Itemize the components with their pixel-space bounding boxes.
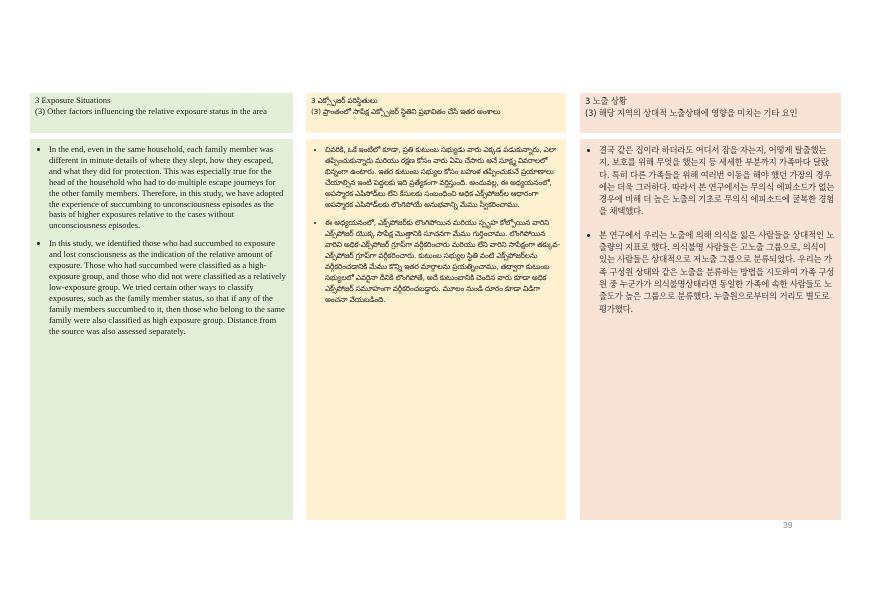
telugu-header	[306, 93, 566, 133]
korean-subsection-title: (3) 해당 지역의 상대적 노출상태에 영향을 미치는 기타 요인	[585, 108, 798, 119]
english-bullet-list	[35, 144, 287, 336]
english-section-title: 3 Exposure Situations	[35, 95, 111, 105]
korean-bullet-list	[585, 144, 835, 315]
english-bullet-2: • In this study, we identified those who had succumbed to exposure and lost consciousness as the indication of the relative amount of exposure. Those who had succumbed were classified as a high-exposure group, and those who did not were classified as a relatively low-exposure group. We tried certain other ways to classify exposures, such as the family member status, so that if any of the family members succumbed to it, then those who belong to the same family were also classified as high exposure group. Distance from the source was also assessed separately.	[49, 238, 287, 336]
korean-bullet-2: • 본 연구에서 우리는 노출에 의해 의식을 잃은 사람들을 상대적인 노출량의 지표로 했다. 의식불명 사람들은 고노출 그룹으로, 의식이 있는 사람들은 상대적으로 저노출 그룹으로 분류되었다. 우리는 가족 구성원 상태와 같은 노출을 분류하는 방법을 시도하여 가족 구성원 중 누군가가 의식불명상태라면 동일한 가족에 속한 사람들도 노출도가 높은 그룹으로 분류했다. 누출원으로부터의 거리도 별도로 평가했다.	[599, 229, 835, 315]
korean-bullet-1: • 결국 같은 집이라 하더라도 어디서 잠을 자는지, 어떻게 탈출했는지, 보호를 위해 무엇을 했는지 등 세세한 부분까지 가족마다 달랐다. 특히 다른 가족들을 위해 여러번 이동을 해야 했던 가장의 경우에는 더욱 그러하다. 따라서 본 연구에서는 무의식 에피소드가 없는 경우에 비해 더 높은 노출의 기초로 무의식 에피소드에 굴복한 경험을 채택했다.	[599, 144, 835, 218]
english-header	[30, 93, 293, 133]
telugu-subsection-title: (3) ప్రాంతంలో సాపేక్ష ఎక్స్పోజర్ స్థితిని ప్రభావితం చేసే ఇతర అంశాలు	[311, 107, 501, 117]
telugu-section-title: 3 ఎక్స్పోజర్ పరిస్థితులు	[311, 96, 378, 105]
english-body-panel	[30, 139, 293, 520]
telugu-bullet-1: • చివరికి, ఒకే ఇంటిలో కూడా, ప్రతి కుటుంబ సభ్యుడు వారు ఎక్కడ పడుకున్నారు, ఎలా తప్పించుకున్నారు మరియు రక్షణ కోసం వారు ఏమి చేసారు అనే సూక్ష్మ వివరాలలో భిన్నంగా ఉంటారు. ఇతర కుటుంబ సభ్యుల కోసం బహుళ తప్పించుకునే ప్రయాణాలు చేయాల్సిన ఇంటి పెద్దలకు ఇది ప్రత్యేకంగా వర్తిస్తుంది. అందువల్ల, ఈ అధ్యయనంలో, అపస్మారక ఎపిసోడ్‌లు లేని కేసులకు సంబంధించి అధిక ఎక్స్‌పోజర్‌ల ఆధారంగా అపస్మారక ఎపిసోడ్‌లకు లొంగిపోయే అనుభవాన్ని మేము స్వీకరించాము.	[325, 144, 560, 211]
english-bullet-1: • In the end, even in the same household, each family member was different in minute details of where they slept, how they escaped, and what they did for protection. This was especially true for the head of the household who had to do multiple escape journeys for the other family members. Therefore, in this study, we have adopted the experience of succumbing to unconsciousness episodes as the basis of higher exposures relative to the cases without unconsciousness episodes.	[49, 144, 287, 231]
korean-body-panel	[580, 139, 841, 520]
korean-section-title: 3 노출 상황	[585, 96, 627, 106]
telugu-bullet-2: • ఈ అధ్యయనంలో, ఎక్స్‌పోజర్‌కు లొంగిపోయిన మరియు స్పృహ కోల్పోయిన వారిని ఎక్స్‌పోజర్ యొక్క సాపేక్ష మొత్తానికి సూచనగా మేము గుర్తించాము. లొంగిపోయిన వారిని అధిక-ఎక్స్‌పోజర్ గ్రూప్‌గా వర్గీకరించారు మరియు లేని వారిని సాపేక్షంగా తక్కువ-ఎక్స్‌పోజర్ గ్రూప్‌గా వర్గీకరించారు. కుటుంబ సభ్యుల స్థితి వంటి ఎక్స్‌పోజర్‌లను వర్గీకరించడానికి మేము కొన్ని ఇతర మార్గాలను ప్రయత్నించాము, తద్వారా కుటుంబ సభ్యులలో ఎవరైనా దీనికి లొంగిపోతే, అదే కుటుంబానికి చెందిన వారు కూడా అధిక ఎక్స్‌పోజర్ సమూహంగా వర్గీకరించబడ్డారు. మూలం నుండి దూరం కూడా విడిగా అంచనా వేయబడింది.	[325, 217, 560, 306]
telugu-bullet-list	[311, 144, 560, 305]
english-subsection-title: (3) Other factors influencing the relative exposure status in the area	[35, 105, 267, 116]
korean-header	[580, 93, 841, 133]
page-number: 39	[783, 520, 793, 530]
telugu-body-panel	[306, 139, 566, 520]
